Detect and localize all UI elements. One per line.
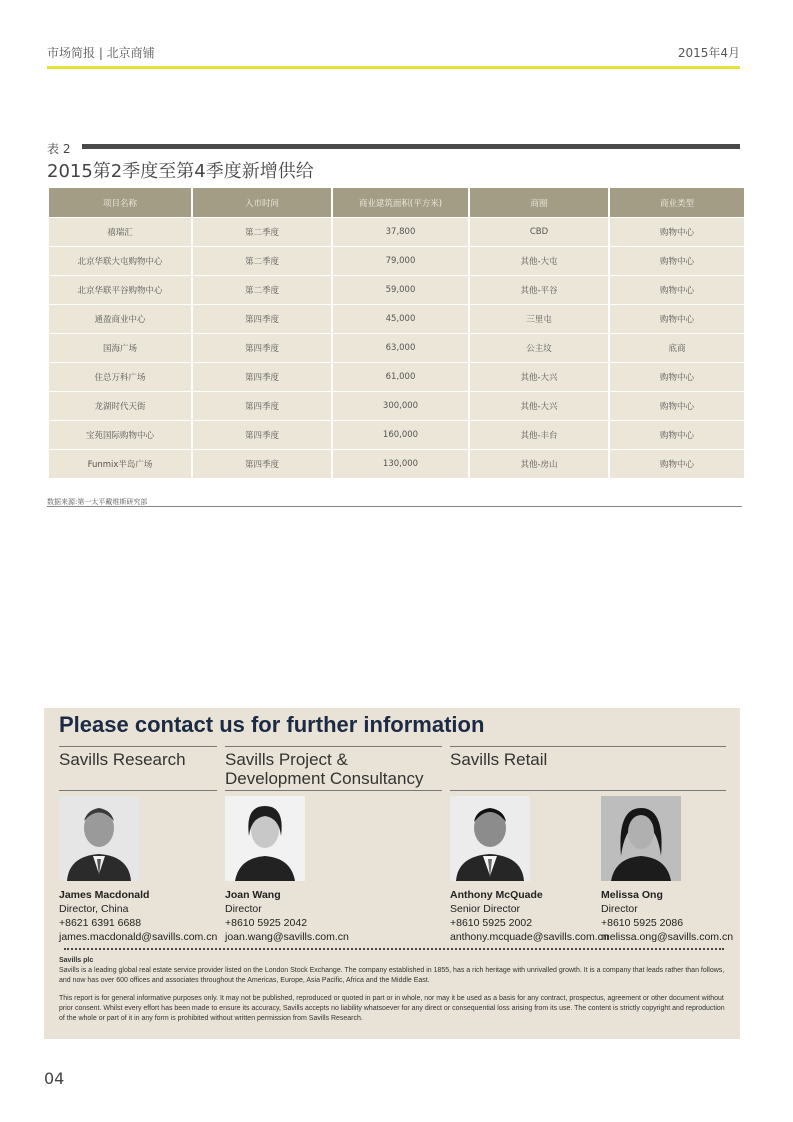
table-cell: 其他-房山 — [470, 450, 608, 478]
dept-rule — [450, 746, 726, 747]
table-cell: 龙湖时代天街 — [49, 392, 191, 420]
table-cell: 宝苑国际购物中心 — [49, 421, 191, 449]
table-cell: 第四季度 — [193, 450, 331, 478]
table-cell: 第四季度 — [193, 392, 331, 420]
table-cell: 北京华联大屯购物中心 — [49, 247, 191, 275]
table-bottom-rule — [47, 506, 742, 507]
person-email[interactable]: anthony.mcquade@savills.com.cn — [450, 931, 609, 943]
table-cell: 45,000 — [333, 305, 468, 333]
table-cell: 第二季度 — [193, 276, 331, 304]
dept-rule — [225, 790, 442, 791]
column-header: 商圈 — [470, 188, 608, 217]
legal-disclaimer: This report is for general informative purposes only. It may not be published, reproduced or quoted in part or in whole, nor may it be used as a basis for any contract, prospectus, agreement or other document without prior consent. Whilst every effort has been made to ensure its accuracy, Savills accepts no liability whatsoever for any direct or consequential loss arising from its use. The content is strictly copyright and reproduction of the whole or part of it in any form is prohibited without written permission from Savills Research. — [59, 995, 725, 1022]
person-phone: +8610 5925 2086 — [601, 917, 684, 929]
table-row — [49, 305, 744, 333]
person-photo — [601, 796, 681, 881]
table-cell: 37,800 — [333, 218, 468, 246]
table-cell: 购物中心 — [610, 450, 744, 478]
person-phone: +8610 5925 2042 — [225, 917, 308, 929]
person-email[interactable]: joan.wang@savills.com.cn — [225, 931, 349, 943]
table-cell: 其他-大兴 — [470, 363, 608, 391]
dept-rule — [59, 746, 217, 747]
contact-card — [225, 888, 349, 944]
dept-retail: Savills Retail — [450, 750, 548, 769]
table-row — [49, 276, 744, 304]
table-cell: 其他-丰台 — [470, 421, 608, 449]
table-row — [49, 247, 744, 275]
contact-box — [44, 708, 740, 1039]
person-name: Melissa Ong — [601, 889, 663, 901]
table-cell: 160,000 — [333, 421, 468, 449]
table-cell: 购物中心 — [610, 392, 744, 420]
person-title: Senior Director — [450, 903, 521, 915]
table-cell: 通盈商业中心 — [49, 305, 191, 333]
table-cell: 63,000 — [333, 334, 468, 362]
table-row — [49, 450, 744, 478]
person-photo — [225, 796, 305, 881]
table-row — [49, 363, 744, 391]
contact-heading: Please contact us for further information — [59, 712, 485, 737]
table-cell: 购物中心 — [610, 421, 744, 449]
table-cell: 130,000 — [333, 450, 468, 478]
table-row — [49, 392, 744, 420]
table-cell: 购物中心 — [610, 276, 744, 304]
person-photo — [59, 796, 139, 881]
table-title: 2015第2季度至第4季度新增供给 — [47, 161, 314, 182]
contact-card — [450, 888, 609, 944]
table-title-rule — [82, 144, 740, 149]
table-cell: 第二季度 — [193, 247, 331, 275]
table-label: 表 2 — [47, 142, 71, 156]
table-cell: 购物中心 — [610, 218, 744, 246]
table-cell: 第四季度 — [193, 305, 331, 333]
table-cell: 购物中心 — [610, 305, 744, 333]
column-header: 商业建筑面积(平方米) — [333, 188, 468, 217]
contact-card — [601, 888, 733, 944]
table-cell: 第四季度 — [193, 421, 331, 449]
table-cell: 购物中心 — [610, 363, 744, 391]
person-phone: +8610 5925 2002 — [450, 917, 533, 929]
contact-card — [59, 888, 217, 944]
column-header: 商业类型 — [610, 188, 744, 217]
table-cell: 三里屯 — [470, 305, 608, 333]
dept-rule — [225, 746, 442, 747]
table-cell: 第四季度 — [193, 334, 331, 362]
table-cell: 禧瑞汇 — [49, 218, 191, 246]
table-cell: 国海广场 — [49, 334, 191, 362]
person-email[interactable]: melissa.ong@savills.com.cn — [601, 931, 734, 943]
table-header-row — [49, 188, 744, 217]
table-cell: 北京华联平谷购物中心 — [49, 276, 191, 304]
person-title: Director — [225, 903, 262, 915]
page-header — [47, 44, 740, 68]
person-title: Director, China — [59, 903, 129, 915]
company-description: Savills is a leading global real estate service provider listed on the London Stock Exchange. The company established in 1855, has a rich heritage with unrivalled growth. It is a company that leads rather than follows, and now has over 600 offices and associates throughout the Americas, Europe, Asia Pacific, Africa and the Middle East. — [59, 967, 725, 984]
page-number: 04 — [44, 1069, 65, 1088]
table-cell: 住总万科广场 — [49, 363, 191, 391]
table-cell: Funmix半岛广场 — [49, 450, 191, 478]
dept-rule — [59, 790, 217, 791]
company-name: Savills plc — [59, 957, 94, 964]
table-cell: 第四季度 — [193, 363, 331, 391]
person-title: Director — [601, 903, 638, 915]
person-name: Joan Wang — [225, 889, 281, 901]
table-cell: CBD — [470, 218, 608, 246]
dotted-divider — [64, 948, 724, 950]
table-cell: 公主坟 — [470, 334, 608, 362]
header-divider — [47, 66, 740, 69]
column-header: 项目名称 — [49, 188, 191, 217]
table-cell: 59,000 — [333, 276, 468, 304]
table-cell: 第二季度 — [193, 218, 331, 246]
dept-project-consultancy: Savills Project & Development Consultancy — [225, 750, 424, 788]
person-email[interactable]: james.macdonald@savills.com.cn — [59, 931, 218, 943]
table-cell: 其他-大屯 — [470, 247, 608, 275]
table-source-note: 数据来源:第一太平戴维斯研究部 — [47, 498, 148, 506]
table-row — [49, 334, 744, 362]
dept-rule — [450, 790, 726, 791]
table-cell: 购物中心 — [610, 247, 744, 275]
table-cell: 79,000 — [333, 247, 468, 275]
supply-table — [47, 187, 746, 479]
table-cell: 300,000 — [333, 392, 468, 420]
company-disclaimer — [59, 956, 729, 1032]
person-name: James Macdonald — [59, 889, 150, 901]
header-date: 2015年4月 — [677, 46, 740, 60]
table-cell: 61,000 — [333, 363, 468, 391]
person-photo — [450, 796, 530, 881]
table-cell: 其他-平谷 — [470, 276, 608, 304]
person-name: Anthony McQuade — [450, 889, 543, 901]
column-header: 入市时间 — [193, 188, 331, 217]
dept-research: Savills Research — [59, 750, 186, 769]
table-row — [49, 218, 744, 246]
table-row — [49, 421, 744, 449]
person-phone: +8621 6391 6688 — [59, 917, 142, 929]
table-cell: 其他-大兴 — [470, 392, 608, 420]
header-section-title: 市场简报 | 北京商铺 — [47, 46, 155, 60]
table-cell: 底商 — [610, 334, 744, 362]
